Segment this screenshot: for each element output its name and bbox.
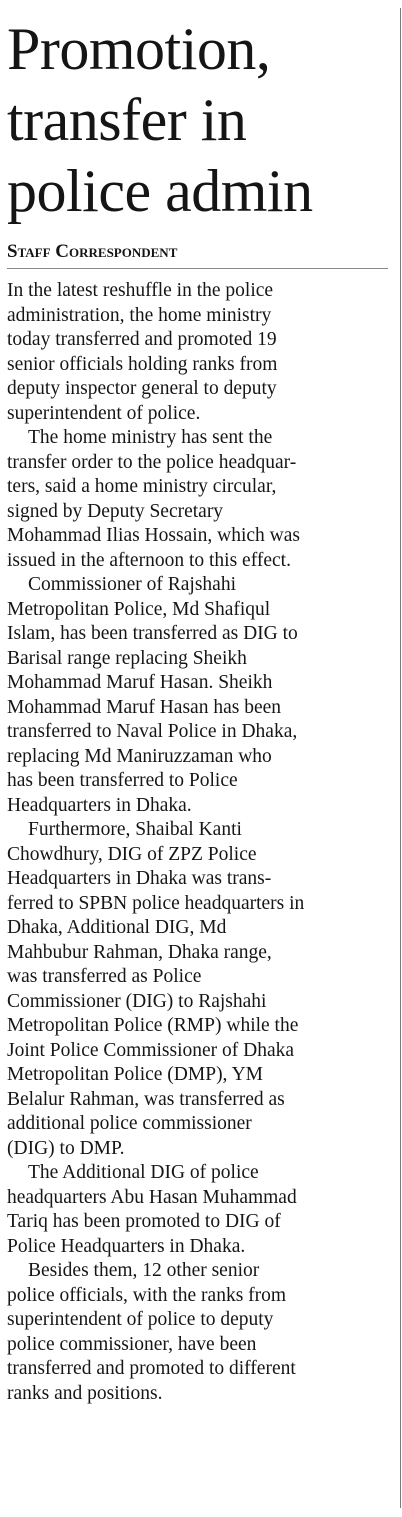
text-line: Tariq has been promoted to DIG of xyxy=(7,1211,281,1232)
paragraph-5 xyxy=(7,1161,389,1259)
text-line: (DIG) to DMP. xyxy=(7,1137,125,1159)
text-line: Mohammad Ilias Hossain, which was xyxy=(7,525,300,546)
text-line: headquarters Abu Hasan Muhammad xyxy=(7,1186,297,1208)
text-line: ters, said a home ministry circular, xyxy=(7,476,277,497)
text-line: Islam, has been transferred as DIG to xyxy=(7,623,298,644)
text-line: today transferred and promoted 19 xyxy=(7,329,277,350)
text-line: Metropolitan Police (RMP) while the xyxy=(7,1015,299,1036)
text-line: Headquarters in Dhaka. xyxy=(7,794,192,816)
headline-line: transfer in xyxy=(7,87,247,153)
text-line: has been transferred to Police xyxy=(7,770,238,791)
headline-line: Promotion, xyxy=(7,16,271,82)
text-line: Headquarters in Dhaka was trans- xyxy=(7,868,272,889)
text-line: superintendent of police. xyxy=(7,402,201,424)
text-line: Barisal range replacing Sheikh xyxy=(7,647,247,669)
paragraph-3 xyxy=(7,573,389,818)
text-line: administration, the home ministry xyxy=(7,304,272,326)
headline-line: police admin xyxy=(7,158,313,224)
paragraph-6 xyxy=(7,1259,389,1406)
text-line: Mahbubur Rahman, Dhaka range, xyxy=(7,941,272,963)
text-line: additional police commissioner xyxy=(7,1113,252,1134)
text-line: transferred to Naval Police in Dhaka, xyxy=(7,721,298,742)
text-line: The home ministry has sent the xyxy=(28,427,273,448)
article-body xyxy=(7,279,389,1406)
text-line: was transferred as Police xyxy=(7,966,202,987)
text-line: superintendent of police to deputy xyxy=(7,1309,274,1330)
headline xyxy=(0,0,392,227)
paragraph-2 xyxy=(7,426,389,573)
text-line: Furthermore, Shaibal Kanti xyxy=(28,819,242,840)
byline: Staff Correspondent xyxy=(7,241,388,269)
paragraph-1 xyxy=(7,279,389,426)
text-line: In the latest reshuffle in the police xyxy=(7,280,274,301)
column-rule xyxy=(400,8,401,1508)
text-line: Metropolitan Police, Md Shafiqul xyxy=(7,598,271,620)
text-line: Dhaka, Additional DIG, Md xyxy=(7,917,227,938)
text-line: Commissioner (DIG) to Rajshahi xyxy=(7,990,267,1012)
text-line: Mohammad Maruf Hasan has been xyxy=(7,696,281,718)
text-line: transferred and promoted to different xyxy=(7,1358,296,1379)
text-line: ranks and positions. xyxy=(7,1382,163,1404)
text-line: Metropolitan Police (DMP), YM xyxy=(7,1064,264,1085)
text-line: replacing Md Maniruzzaman who xyxy=(7,745,272,767)
text-line: senior officials holding ranks from xyxy=(7,353,278,375)
text-line: Commissioner of Rajshahi xyxy=(28,574,236,595)
text-line: police officials, with the ranks from xyxy=(7,1284,287,1306)
text-line: The Additional DIG of police xyxy=(28,1162,259,1183)
text-line: Police Headquarters in Dhaka. xyxy=(7,1235,246,1257)
text-line: Belalur Rahman, was transferred as xyxy=(7,1088,285,1110)
text-line: police commissioner, have been xyxy=(7,1333,257,1355)
text-line: transfer order to the police headquar- xyxy=(7,451,297,473)
text-line: ferred to SPBN police headquarters in xyxy=(7,892,305,914)
text-line: issued in the afternoon to this effect. xyxy=(7,549,291,571)
paragraph-4 xyxy=(7,818,389,1161)
text-line: Joint Police Commissioner of Dhaka xyxy=(7,1039,295,1061)
text-line: Chowdhury, DIG of ZPZ Police xyxy=(7,843,257,865)
text-line: deputy inspector general to deputy xyxy=(7,378,277,399)
text-line: signed by Deputy Secretary xyxy=(7,500,224,522)
text-line: Besides them, 12 other senior xyxy=(28,1260,260,1281)
text-line: Mohammad Maruf Hasan. Sheikh xyxy=(7,672,273,693)
